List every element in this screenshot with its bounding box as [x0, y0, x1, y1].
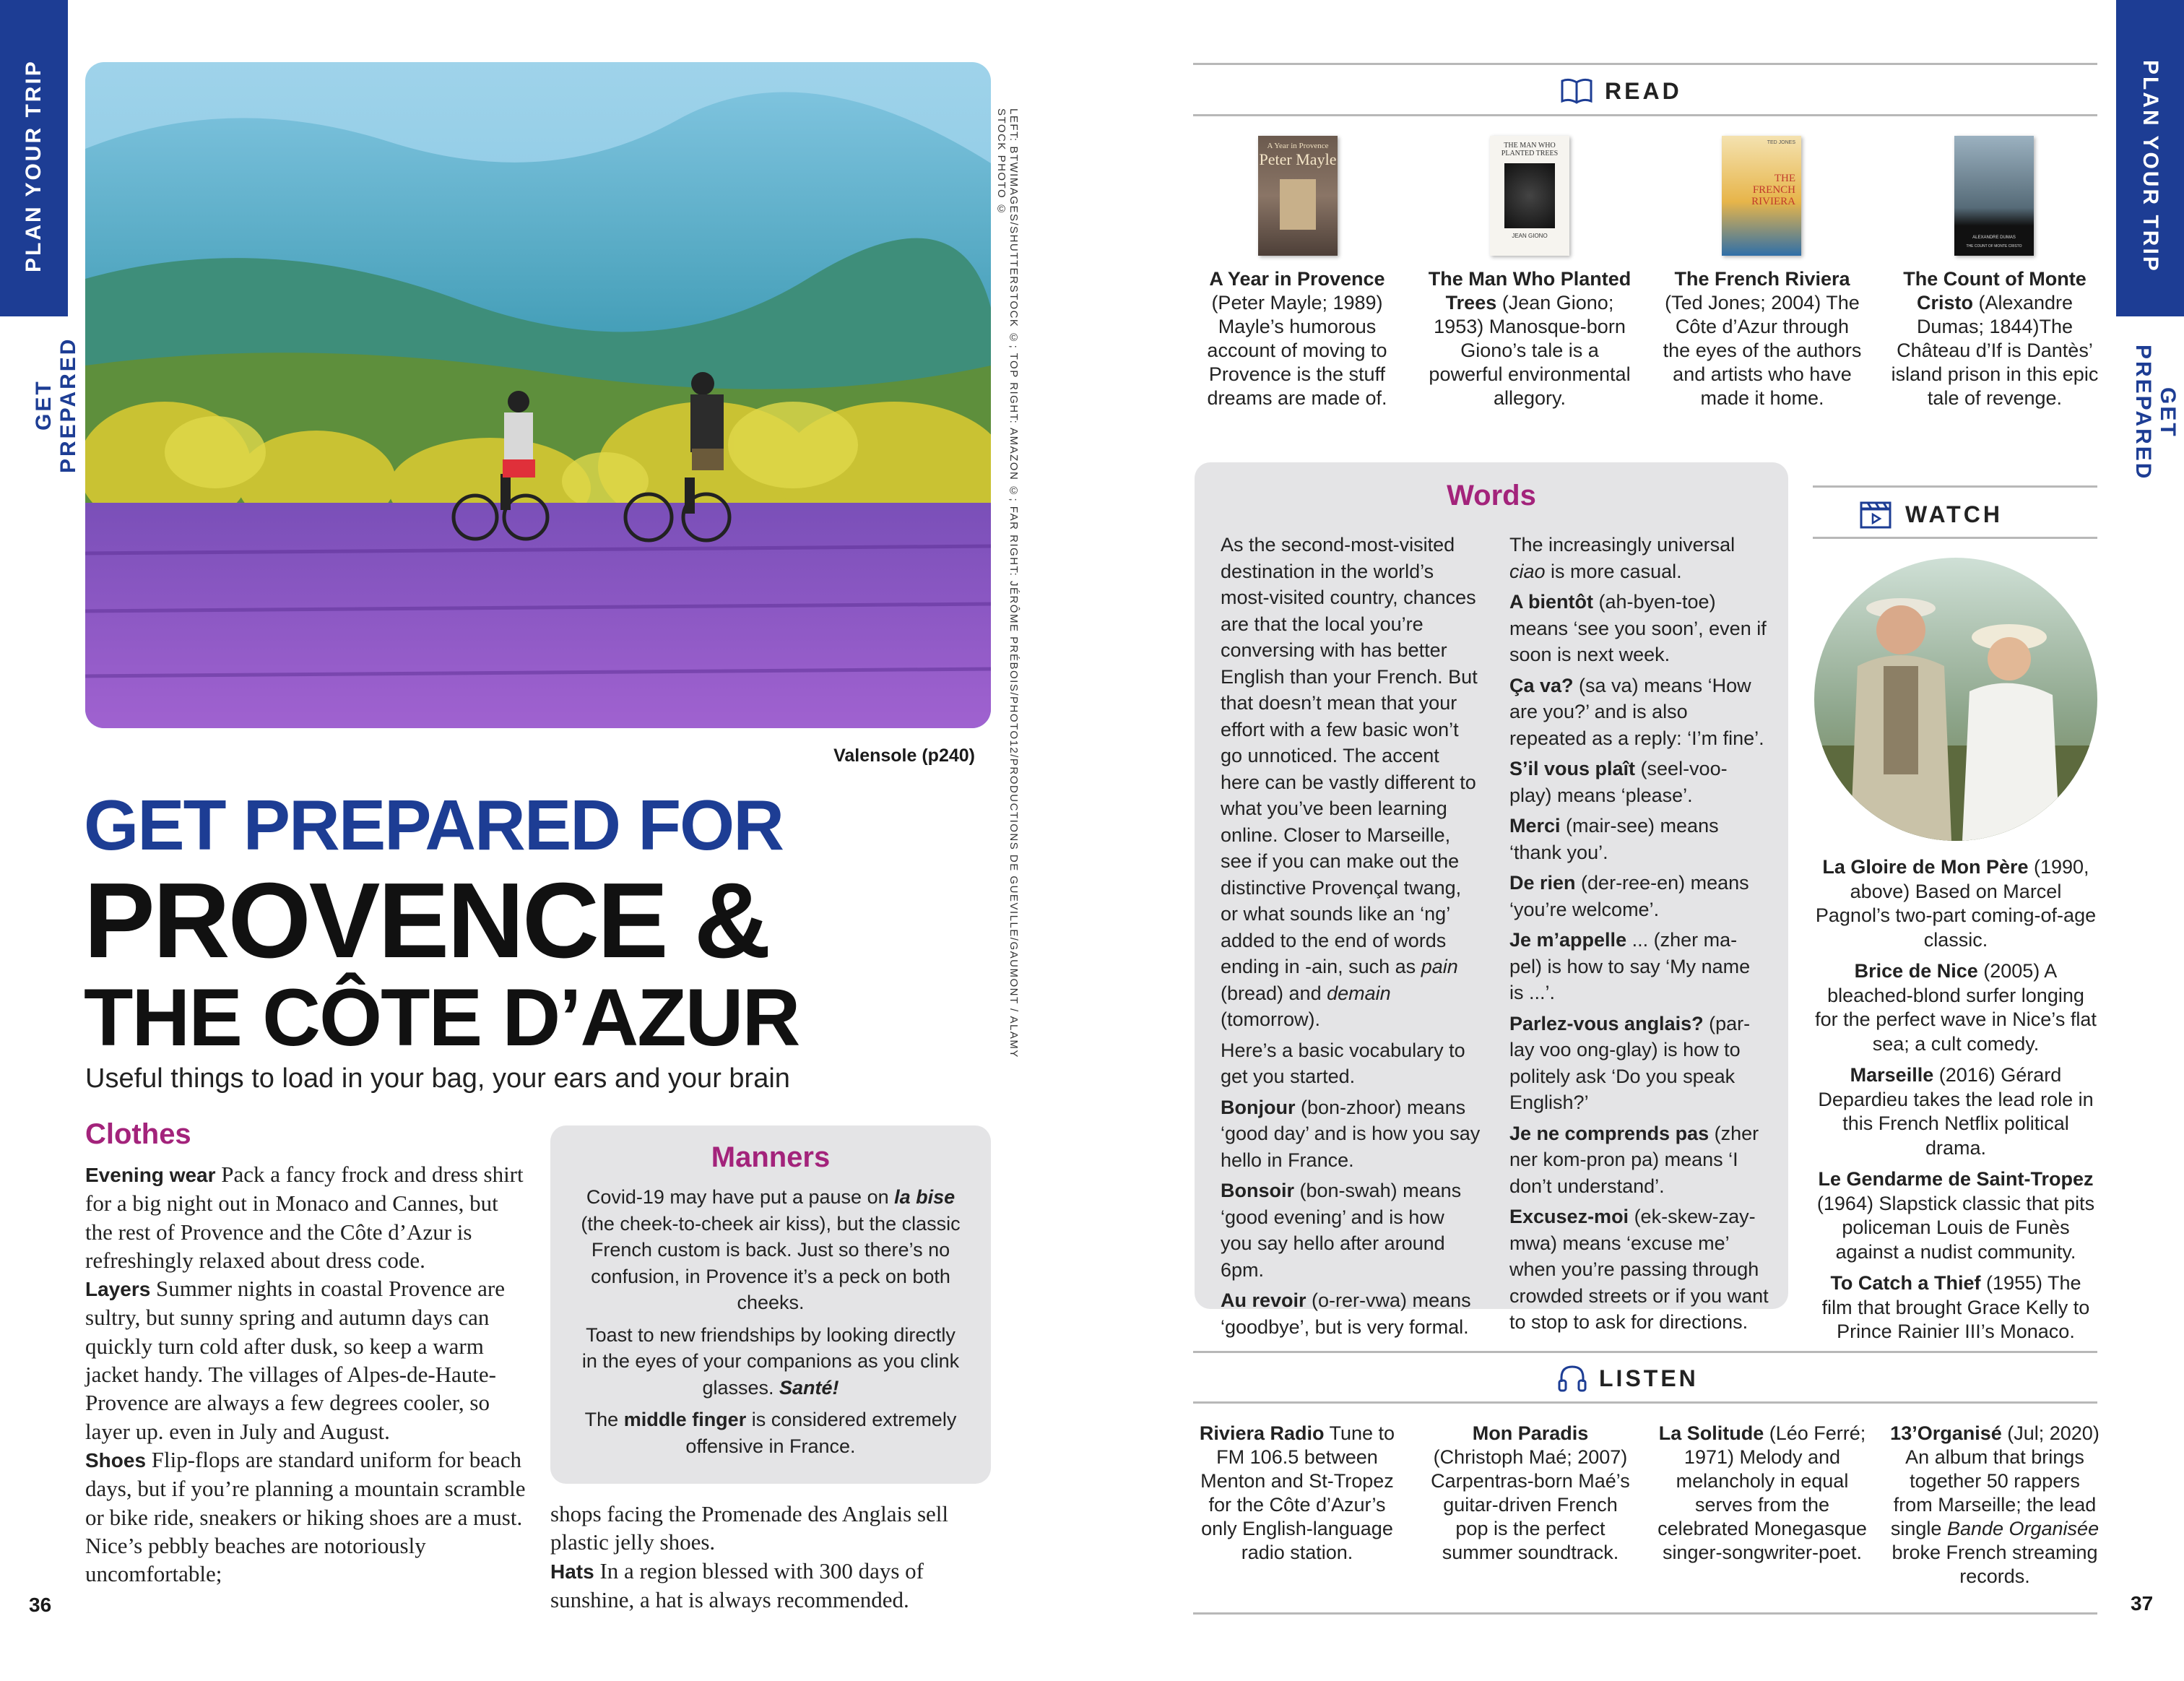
words-text: The increasingly universal [1509, 534, 1736, 556]
manners-heading: Manners [711, 1141, 831, 1173]
watch-rule-bottom [1813, 537, 2097, 539]
film-title: To Catch a Thief [1830, 1272, 1981, 1294]
words-emphasis: ciao [1509, 560, 1546, 582]
manners-p2 [579, 1322, 962, 1401]
word-term: Merci [1509, 815, 1561, 837]
cover-portrait-art [1504, 163, 1555, 228]
book-entry [1206, 267, 1388, 410]
word-entry [1509, 589, 1769, 668]
film-text: (2016) Gérard Depardieu takes the lead role in this French Netflix political drama. [1818, 1064, 2094, 1159]
book-title: A Year in Provence [1209, 268, 1385, 290]
words-intro [1221, 532, 1481, 1033]
word-term: Parlez-vous anglais? [1509, 1012, 1704, 1034]
words-text: (tomorrow). [1221, 1008, 1321, 1030]
film-entry [1814, 855, 2097, 952]
listen-title: La Solitude [1658, 1422, 1764, 1444]
book-text: (Alexandre Dumas; 1844)The Château d’If is Dantès’ island prison in this epic tale of revenge. [1891, 292, 2099, 409]
listen-title: 13’Organisé [1890, 1422, 2002, 1444]
film-entry [1814, 959, 2097, 1056]
listen-title: Mon Paradis [1472, 1422, 1589, 1444]
clothes-text: Flip-flops are standard uniform for beach days, but if you’re planning a mountain scramble or bike ride, sneakers or hiking shoes are a must. Nice’s pebbly beaches are notoriously uncomfortable; [85, 1446, 526, 1587]
word-term: Je m’appelle [1509, 929, 1627, 951]
clothes-term: Hats [550, 1560, 594, 1583]
cover-author: ALEXANDRE DUMAS [1972, 235, 2016, 240]
watch-header [1859, 496, 2003, 533]
word-term: A bientôt [1509, 591, 1593, 613]
cover-title: THE FRENCH RIVIERA [1751, 173, 1795, 207]
listen-text: broke French streaming records. [1892, 1542, 2098, 1587]
listen-text: (Léo Ferré; 1971) Melody and melancholy in equal serves from the celebrated Monegasque singer-songwriter-poet. [1658, 1422, 1867, 1563]
clapperboard-icon [1859, 499, 1892, 530]
listen-entry [1196, 1422, 1398, 1565]
clothes-continued [550, 1500, 992, 1614]
book-entry [1661, 267, 1863, 410]
manners-p3 [579, 1406, 962, 1459]
manners-p1 [579, 1184, 962, 1316]
word-term: Je ne comprends pas [1509, 1122, 1710, 1144]
cover-window-art [1280, 179, 1316, 230]
clothes-item [85, 1446, 527, 1588]
listen-entry [1657, 1422, 1868, 1565]
words-intro-2: Here’s a basic vocabulary to get you started. [1221, 1039, 1465, 1087]
manners-text: Toast to new friendships by looking directly in the eyes of your companions as you clink glasses. [581, 1323, 960, 1399]
manners-emphasis: la bise [894, 1186, 956, 1208]
words-emphasis: demain [1327, 982, 1391, 1004]
film-title: La Gloire de Mon Père [1822, 856, 2029, 878]
word-term: Bonsoir [1221, 1180, 1295, 1201]
cover-title: A Year in Provence [1267, 142, 1329, 150]
clothes-text: Summer nights in coastal Provence are sultry, but sunny spring and autumn days can quickly turn cold after dusk, so keep a warm jacket handy. The villages of Alpes-de-Haute-Provence are always a few degrees cooler, so layer up. even in July and August. [85, 1276, 505, 1444]
words-text: As the second-most-visited destination in the world’s most-visited country, chances are that the local you’re conversing with has better English than your French. But that doesn’t mean that your effort with a few basic won’t go unnoticed. The accent here can be vastly different to what you’ve been learning online. Closer to Marseille, see if you can make out the distinctive Provençal twang, or what sounds like an ‘ng’ added to the end of words ending in -ain, such as [1221, 534, 1478, 977]
book-title: The Count of Monte Cristo [1903, 268, 2086, 314]
listen-header [1557, 1360, 1699, 1397]
listen-text: (Christoph Maé; 2007) Carpentras-born Maé’s guitar-driven French pop is the perfect summer soundtrack. [1431, 1446, 1630, 1563]
words-box [1195, 462, 1788, 1338]
film-text: (2005) A bleached-blond surfer longing for the perfect wave in Nice’s flat sea; a cult comedy. [1815, 960, 2097, 1055]
listen-emphasis: Bande Organisée [1946, 1518, 2100, 1539]
listen-entry [1426, 1422, 1635, 1565]
lavender-field-illustration [85, 62, 991, 728]
clothes-term: Layers [85, 1278, 151, 1301]
word-text: (seel-voo-play) means ‘please’. [1509, 758, 1728, 806]
cover-title: THE COUNT OF MONTE CRISTO [1966, 244, 2022, 249]
valensole-photo [85, 62, 991, 728]
word-entry [1509, 1011, 1769, 1116]
book-text: (Jean Giono; 1953) Manosque-born Giono’s tale is a powerful environmental allegory. [1429, 292, 1631, 409]
right-tab-label: PLAN YOUR TRIP [2138, 59, 2162, 273]
word-entry [1509, 1204, 1769, 1336]
word-text: (zher ner kom-pron pa) means ‘I don’t understand’. [1509, 1122, 1759, 1197]
clothes-item [85, 1274, 527, 1446]
listen-rule-top [1193, 1351, 2097, 1353]
manners-text: is considered extremely offensive in France. [685, 1409, 957, 1457]
book-text: (Ted Jones; 2004) The Côte d’Azur through the eyes of the authors and artists who have made it home. [1663, 292, 1862, 409]
words-text: (bread) and [1221, 982, 1327, 1004]
clothes-continued-text: shops facing the Promenade des Anglais sell plastic jelly shoes. [550, 1501, 949, 1555]
cover-author: TED JONES [1767, 140, 1795, 145]
title-line-3: THE CÔTE D’AZUR [84, 972, 800, 1063]
words-column-right [1509, 532, 1769, 1336]
listen-title: Riviera Radio [1199, 1422, 1325, 1444]
clothes-item-hats [550, 1557, 992, 1615]
words-heading: Words [1447, 480, 1536, 511]
manners-body [550, 1174, 991, 1459]
words-text: is more casual. [1545, 560, 1682, 582]
title-line-2: PROVENCE & [84, 861, 769, 980]
word-text: (sa va) means ‘How are you?’ and is also repeated as a reply: ‘I’m fine’. [1509, 674, 1764, 749]
word-text: ... (zher ma-pel) is how to say ‘My name is ...’. [1509, 929, 1751, 1003]
words-emphasis: pain [1421, 956, 1458, 977]
listen-rule-end [1193, 1612, 2097, 1615]
film-still-illustration [1814, 558, 2097, 841]
read-header-label: READ [1605, 77, 1682, 104]
film-title: Brice de Nice [1854, 960, 1978, 982]
left-tab-plan-your-trip [0, 0, 68, 316]
clothes-text: Pack a fancy frock and dress shirt for a big night out in Monaco and Cannes, but the rest of Provence and the Côte d’Azur is refreshingly relaxed about dress code. [85, 1162, 524, 1273]
word-text: (mair-see) means ‘thank you’. [1509, 815, 1719, 863]
book-title: The Man Who Planted Trees [1428, 268, 1632, 314]
read-header [1560, 72, 1755, 110]
word-text: (der-ree-en) means ‘you’re welcome’. [1509, 872, 1749, 920]
listen-entry [1889, 1422, 2100, 1589]
word-entry [1509, 673, 1769, 752]
word-text: (ah-byen-toe) means ‘see you soon’, even if soon is next week. [1509, 591, 1767, 665]
word-entry [1221, 1094, 1481, 1174]
photo-caption: Valensole (p240) [833, 746, 975, 766]
word-text: (bon-zhoor) means ‘good day’ and is how you say hello in France. [1221, 1096, 1481, 1171]
word-text: (par-lay voo ong-glay) is how to politely ask ‘Do you speak English?’ [1509, 1012, 1751, 1113]
word-term: Bonjour [1221, 1096, 1296, 1118]
manners-text: Covid-19 may have put a pause on [586, 1186, 895, 1208]
word-text: (bon-swah) means ‘good evening’ and is how you say hello after around 6pm. [1221, 1180, 1462, 1281]
word-entry [1509, 870, 1769, 922]
read-rule-top [1193, 63, 2097, 65]
listen-header-label: LISTEN [1599, 1365, 1699, 1391]
book-text: (Peter Mayle; 1989) Mayle’s humorous account of moving to Provence is the stuff dreams are made of. [1207, 292, 1387, 409]
film-entry [1814, 1063, 2097, 1160]
subtitle: Useful things to load in your bag, your ears and your brain [85, 1063, 790, 1094]
film-entry [1814, 1167, 2097, 1264]
watch-rule-top [1813, 485, 2097, 488]
manners-emphasis: middle finger [623, 1409, 747, 1430]
clothes-item [85, 1160, 527, 1274]
book-title: The French Riviera [1674, 268, 1850, 290]
word-text: (ek-skew-zay-mwa) means ‘excuse me’ when you’re passing through crowded streets or if you want to stop to ask for directions. [1509, 1206, 1769, 1333]
left-tab-section-label: GET PREPARED [32, 337, 80, 474]
headphones-icon [1557, 1363, 1587, 1393]
clothes-text: In a region blessed with 300 days of sunshine, a hat is always recommended. [550, 1557, 924, 1612]
film-text: (1955) The film that brought Grace Kelly to Prince Rainier III’s Monaco. [1821, 1272, 2090, 1342]
film-text: (1964) Slapstick classic that pits policeman Louis de Funès against a nudist community. [1816, 1192, 2095, 1263]
read-rule-bottom [1193, 114, 2097, 116]
word-term: Excusez-moi [1509, 1206, 1629, 1227]
clothes-term: Shoes [85, 1448, 147, 1472]
right-tab-plan-your-trip [2116, 0, 2184, 316]
clothes-body [85, 1160, 527, 1588]
word-text: (o-rer-vwa) means ‘goodbye’, but is very formal. [1221, 1289, 1471, 1338]
book-icon [1560, 77, 1593, 105]
photo-credit: LEFT: BTWIMAGES/SHUTTERSTOCK ©; TOP RIGHT: AMAZON ©; FAR RIGHT: JÉRÔME PRÉBOIS/PHOTO12/PRODUCTIONS DE GUEVILLE/GAUMONT / ALAMY STOCK PHOTO © [995, 108, 1020, 1058]
word-term: Au revoir [1221, 1289, 1306, 1311]
cover-author: JEAN GIONO [1512, 233, 1548, 239]
listen-text: Tune to FM 106.5 between Menton and St-Tropez for the Côte d’Azur’s only English-language radio station. [1200, 1422, 1395, 1563]
listen-rule-bottom [1193, 1401, 2097, 1404]
clothes-term: Evening wear [85, 1164, 216, 1186]
cover-author: Peter Mayle [1259, 150, 1337, 168]
manners-text: The [584, 1409, 624, 1430]
clothes-heading: Clothes [85, 1118, 191, 1150]
cover-title: THE MAN WHO PLANTED TREES [1501, 142, 1559, 157]
word-entry [1509, 927, 1769, 1006]
right-tab-section-label: GET PREPARED [2131, 344, 2180, 481]
word-ciao [1509, 532, 1769, 584]
film-still-circle [1814, 558, 2097, 841]
book-cover-french-riviera [1722, 136, 1801, 256]
word-entry [1221, 1177, 1481, 1283]
watch-header-label: WATCH [1905, 501, 2003, 527]
words-column-left [1221, 532, 1481, 1340]
book-entry [1889, 267, 2100, 410]
film-title: Marseille [1850, 1064, 1934, 1086]
book-cover-man-who-planted-trees [1490, 136, 1569, 256]
book-cover-year-in-provence [1258, 136, 1338, 256]
book-entry [1424, 267, 1635, 410]
manners-emphasis: Santé! [779, 1376, 839, 1399]
watch-list [1814, 855, 2097, 1344]
page-number-left: 36 [29, 1594, 52, 1616]
page-number-right: 37 [2131, 1592, 2154, 1615]
listen-text: (Jul; 2020) An album that brings together 50 rappers from Marseille; the lead single [1890, 1422, 2100, 1539]
film-title: Le Gendarme de Saint-Tropez [1818, 1168, 2094, 1190]
word-entry [1221, 1287, 1481, 1340]
film-text: (1990, above) Based on Marcel Pagnol’s two-part coming-of-age classic. [1815, 856, 2097, 951]
manners-text: (the cheek-to-cheek air kiss), but the classic French custom is back. Just so there’s no confusion, in Provence it’s a peck on both cheeks. [581, 1212, 961, 1313]
word-term: De rien [1509, 872, 1576, 894]
title-line-1: GET PREPARED FOR [84, 785, 784, 865]
manners-box [550, 1125, 991, 1484]
book-cover-count-of-monte-cristo [1954, 136, 2034, 256]
word-term: S’il vous plaît [1509, 758, 1636, 779]
word-term: Ça va? [1509, 674, 1574, 696]
word-entry [1509, 1120, 1769, 1200]
word-entry [1509, 813, 1769, 865]
word-entry [1509, 756, 1769, 808]
left-tab-label: PLAN YOUR TRIP [22, 59, 46, 273]
film-entry [1814, 1271, 2097, 1344]
